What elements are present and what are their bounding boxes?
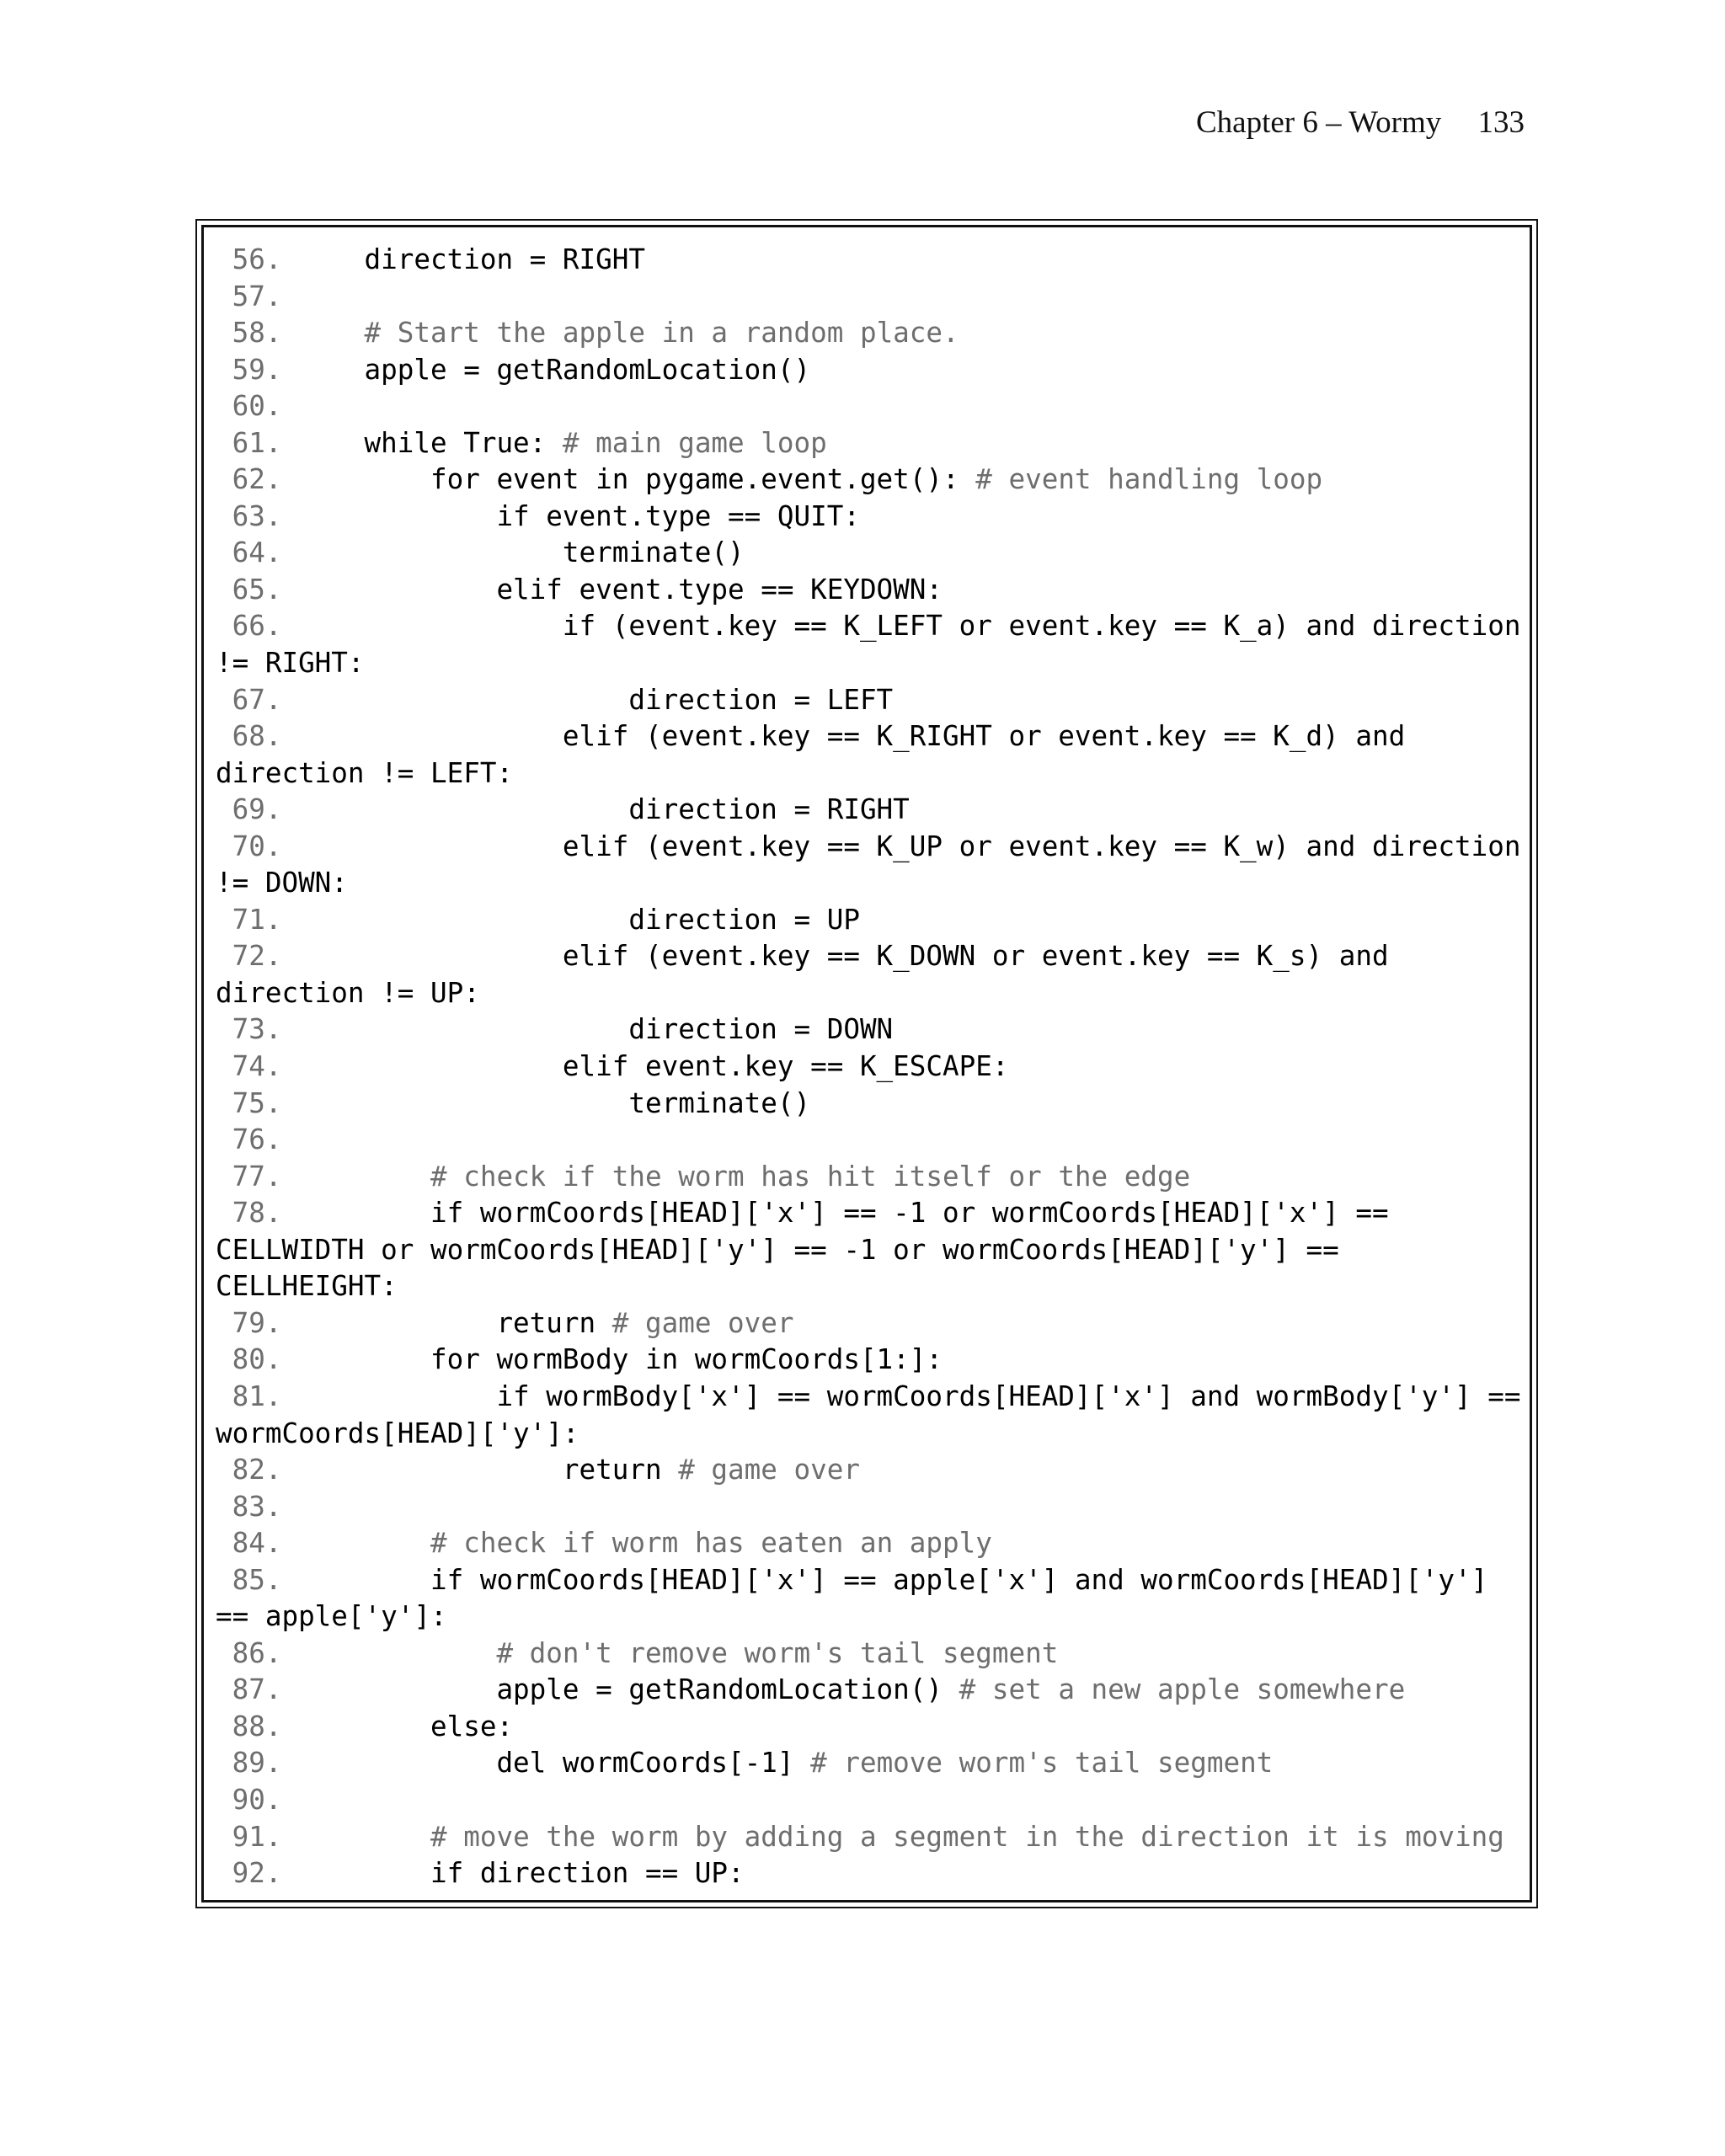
line-number: 82. xyxy=(216,1454,299,1486)
line-number: 76. xyxy=(216,1123,299,1156)
code-line xyxy=(216,1819,1530,1856)
code-line xyxy=(216,1268,1530,1305)
code-text: elif (event.key == K_RIGHT or event.key == K_d) and xyxy=(298,720,1406,753)
line-number: 74. xyxy=(216,1050,299,1083)
code-line xyxy=(216,1011,1530,1049)
code-line xyxy=(216,1452,1530,1489)
line-number: 84. xyxy=(216,1527,299,1560)
code-line xyxy=(216,1195,1530,1232)
code-text: CELLHEIGHT: xyxy=(216,1270,398,1303)
code-line xyxy=(216,1086,1530,1123)
code-line xyxy=(216,572,1530,609)
code-line xyxy=(216,462,1530,499)
line-number: 88. xyxy=(216,1710,299,1742)
code-text: else: xyxy=(298,1710,514,1742)
code-text: direction = LEFT xyxy=(298,683,894,716)
line-number: 60. xyxy=(216,390,299,423)
line-number: 81. xyxy=(216,1380,299,1412)
code-text: for event in pygame.event.get(): xyxy=(298,463,976,496)
line-number: 65. xyxy=(216,573,299,606)
line-number: 61. xyxy=(216,426,299,459)
code-line xyxy=(216,242,1530,279)
line-number: 83. xyxy=(216,1490,299,1523)
code-text: if direction == UP: xyxy=(298,1857,745,1890)
line-number: 91. xyxy=(216,1820,299,1853)
code-comment: # check if the worm has hit itself or the edge xyxy=(430,1160,1191,1193)
code-line xyxy=(216,1342,1530,1379)
code-line xyxy=(216,425,1530,462)
line-number: 71. xyxy=(216,903,299,936)
code-line xyxy=(216,1636,1530,1673)
code-line xyxy=(216,1489,1530,1526)
line-number: 79. xyxy=(216,1306,299,1339)
line-number: 72. xyxy=(216,940,299,973)
line-number: 57. xyxy=(216,280,299,312)
code-text: terminate() xyxy=(298,1086,811,1119)
code-line xyxy=(216,1122,1530,1159)
code-text: del wormCoords[-1] xyxy=(298,1747,811,1780)
code-text: if wormBody['x'] == wormCoords[HEAD]['x'] and wormBody['y'] == xyxy=(298,1380,1521,1412)
line-number: 87. xyxy=(216,1673,299,1706)
line-number: 77. xyxy=(216,1160,299,1193)
code-line xyxy=(216,1598,1530,1636)
code-text: != RIGHT: xyxy=(216,647,365,680)
code-line xyxy=(216,755,1530,792)
code-line xyxy=(216,499,1530,536)
code-comment: # event handling loop xyxy=(975,463,1323,496)
code-text: return xyxy=(298,1454,679,1486)
code-text: != DOWN: xyxy=(216,867,348,899)
page-header xyxy=(1196,104,1525,141)
line-number: 73. xyxy=(216,1013,299,1046)
code-text: elif (event.key == K_UP or event.key == K_w) and direction xyxy=(298,830,1521,862)
code-text: elif event.key == K_ESCAPE: xyxy=(298,1050,1009,1083)
code-text: if wormCoords[HEAD]['x'] == -1 or wormCoords[HEAD]['x'] == xyxy=(298,1197,1389,1230)
code-line xyxy=(216,645,1530,682)
code-text: direction = RIGHT xyxy=(298,793,910,826)
line-number: 69. xyxy=(216,793,299,826)
code-text xyxy=(298,1821,430,1853)
code-comment: # move the worm by adding a segment in the direction it is moving xyxy=(430,1820,1504,1853)
code-comment: # Start the apple in a random place. xyxy=(364,317,959,350)
code-text xyxy=(298,1527,430,1559)
code-comment: # set a new apple somewhere xyxy=(959,1673,1406,1706)
code-text: direction = UP xyxy=(298,903,860,936)
code-text: wormCoords[HEAD]['y']: xyxy=(216,1417,579,1449)
code-line xyxy=(216,792,1530,829)
code-line xyxy=(216,1745,1530,1782)
code-text: terminate() xyxy=(298,536,745,569)
line-number: 70. xyxy=(216,830,299,862)
code-text: elif event.type == KEYDOWN: xyxy=(298,573,943,606)
code-text: if event.type == QUIT: xyxy=(298,499,860,532)
code-text: for wormBody in wormCoords[1:]: xyxy=(298,1343,943,1376)
line-number: 85. xyxy=(216,1563,299,1596)
code-text: while True: xyxy=(298,426,563,459)
code-listing xyxy=(216,242,1530,1892)
code-line xyxy=(216,1525,1530,1562)
line-number: 86. xyxy=(216,1636,299,1669)
code-text: == apple['y']: xyxy=(216,1600,447,1633)
line-number: 64. xyxy=(216,536,299,569)
code-line xyxy=(216,1232,1530,1269)
code-line xyxy=(216,608,1530,645)
code-line xyxy=(216,1416,1530,1453)
code-comment: # remove worm's tail segment xyxy=(810,1747,1274,1780)
code-text: CELLWIDTH or wormCoords[HEAD]['y'] == -1 or wormCoords[HEAD]['y'] == xyxy=(216,1233,1339,1266)
code-text: direction = RIGHT xyxy=(298,243,645,275)
line-number: 75. xyxy=(216,1086,299,1119)
code-line xyxy=(216,1672,1530,1709)
code-text: if (event.key == K_LEFT or event.key == K_a) and direction xyxy=(298,610,1521,643)
code-line xyxy=(216,865,1530,902)
code-line xyxy=(216,1305,1530,1342)
line-number: 89. xyxy=(216,1747,299,1780)
line-number: 78. xyxy=(216,1197,299,1230)
code-line xyxy=(216,1709,1530,1746)
code-text xyxy=(298,317,364,349)
code-line xyxy=(216,682,1530,719)
code-line xyxy=(216,1049,1530,1086)
code-text: apple = getRandomLocation() xyxy=(298,353,811,386)
line-number: 59. xyxy=(216,353,299,386)
line-number: 56. xyxy=(216,243,299,275)
code-line xyxy=(216,1159,1530,1196)
code-line xyxy=(216,352,1530,389)
page-number: 133 xyxy=(1477,105,1525,140)
code-line xyxy=(216,535,1530,572)
code-text xyxy=(298,1161,430,1193)
code-comment: # don't remove worm's tail segment xyxy=(496,1636,1059,1669)
code-text: return xyxy=(298,1306,612,1339)
code-line xyxy=(216,938,1530,975)
code-comment: # game over xyxy=(611,1306,794,1339)
code-line xyxy=(216,388,1530,425)
code-text: if wormCoords[HEAD]['x'] == apple['x'] and wormCoords[HEAD]['y'] xyxy=(298,1563,1488,1596)
line-number: 90. xyxy=(216,1783,299,1816)
code-text: direction = DOWN xyxy=(298,1013,894,1046)
code-line xyxy=(216,315,1530,352)
code-line xyxy=(216,902,1530,939)
line-number: 62. xyxy=(216,463,299,496)
line-number: 67. xyxy=(216,683,299,716)
line-number: 58. xyxy=(216,317,299,350)
code-text xyxy=(298,1637,496,1669)
chapter-title: Chapter 6 – Wormy xyxy=(1195,105,1442,140)
code-comment: # main game loop xyxy=(562,426,827,459)
line-number: 92. xyxy=(216,1857,299,1890)
code-line xyxy=(216,1855,1530,1892)
code-text: elif (event.key == K_DOWN or event.key == K_s) and xyxy=(298,940,1389,973)
code-comment: # game over xyxy=(678,1454,860,1486)
line-number: 68. xyxy=(216,720,299,753)
code-line xyxy=(216,1562,1530,1599)
code-line xyxy=(216,718,1530,755)
code-line xyxy=(216,279,1530,316)
code-text: direction != UP: xyxy=(216,976,480,1009)
code-line xyxy=(216,829,1530,866)
code-comment: # check if worm has eaten an apply xyxy=(430,1527,992,1560)
code-text: apple = getRandomLocation() xyxy=(298,1673,959,1706)
code-line xyxy=(216,975,1530,1012)
code-line xyxy=(216,1379,1530,1416)
line-number: 80. xyxy=(216,1343,299,1376)
line-number: 66. xyxy=(216,610,299,643)
line-number: 63. xyxy=(216,499,299,532)
code-line xyxy=(216,1782,1530,1819)
code-text: direction != LEFT: xyxy=(216,756,514,789)
